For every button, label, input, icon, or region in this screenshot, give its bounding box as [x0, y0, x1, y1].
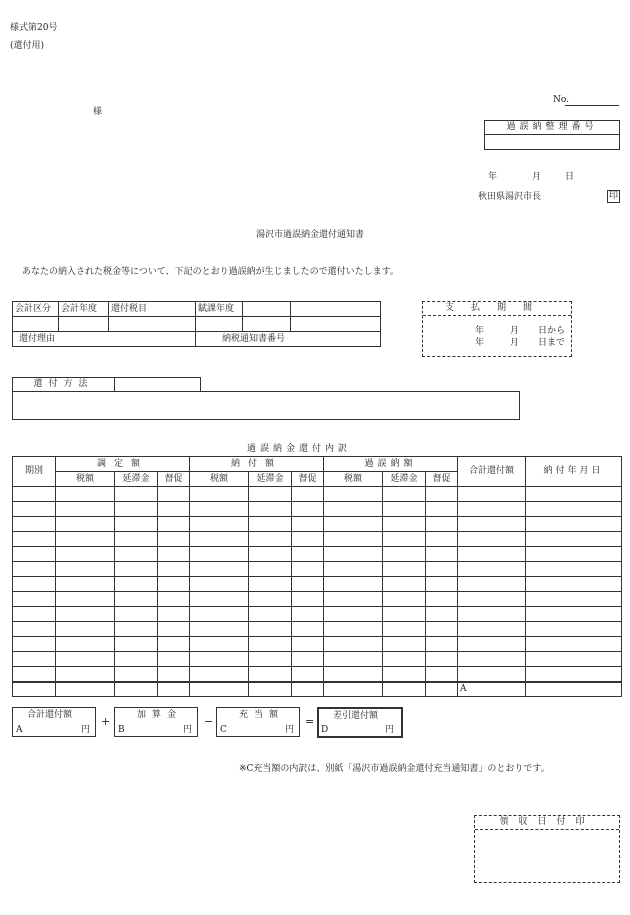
reason-label: 還付理由: [19, 333, 56, 344]
detail-row: [13, 637, 622, 652]
op-equals: =: [305, 715, 315, 728]
group-chotei: 調定額: [56, 457, 190, 472]
calc-box-a: 合計還付額 A 円: [12, 707, 96, 737]
calc-box-c: 充当額 C 円: [216, 707, 300, 737]
kago-no-label: 過誤納整理番号: [485, 121, 619, 135]
notice-no-label: 納税通知書番号: [221, 333, 285, 344]
document-title: 湯沢市過誤納金還付通知書: [256, 230, 365, 240]
refund-method-label: 還付方法: [13, 378, 115, 391]
detail-row: [13, 517, 622, 532]
receipt-stamp-box: [474, 815, 620, 883]
kago-no-box: [484, 120, 620, 150]
detail-row: [13, 562, 622, 577]
group-kago: 過誤納額: [324, 457, 458, 472]
payment-period-title: 支払期間: [423, 302, 571, 316]
receipt-stamp-label: 領収日付印: [475, 816, 619, 830]
col-total: 合計還付額: [458, 457, 526, 487]
date-month: 月: [532, 172, 542, 182]
info-reason: [13, 332, 285, 347]
detail-row: [13, 547, 622, 562]
detail-row: [13, 652, 622, 667]
form-number: 様式第20号: [10, 23, 58, 33]
detail-row: [13, 622, 622, 637]
usage-label: (還付用): [10, 41, 45, 51]
calc-box-d: 差引還付額 D 円: [317, 707, 403, 738]
detail-row: [13, 532, 622, 547]
col-pay-date: 納付年月日: [526, 457, 622, 487]
no-underline: [565, 105, 619, 106]
op-plus: +: [101, 715, 111, 728]
mayor-name: 秋田県湯沢市長: [478, 192, 542, 202]
detail-row: [13, 667, 622, 682]
info-col-kanpu-zeimoku: 還付税目: [109, 302, 196, 317]
info-col-fuka-nendo: 賦課年度: [196, 302, 243, 317]
op-minus: −: [204, 715, 214, 728]
group-nofu: 納付額: [190, 457, 324, 472]
detail-table: 期別 調定額 納付額 過誤納額 合計還付額 納付年月日 税額 延滞金 督促 税額 延滞金 督促 税額 延滞金 督促 A: [12, 456, 622, 697]
refund-method-header: [12, 377, 201, 392]
detail-row: [13, 577, 622, 592]
detail-row: [13, 502, 622, 517]
info-table: [12, 301, 381, 347]
detail-body: [13, 487, 622, 697]
payment-period-box: 支払期間 年 月 日から 年 月 日まで: [422, 301, 572, 357]
date-year: 年: [488, 172, 498, 182]
info-col-kaikei-kubun: 会計区分: [13, 302, 59, 317]
seal-mark: 印: [609, 191, 619, 201]
detail-title: 過誤納金還付内訳: [247, 444, 352, 454]
total-marker: A: [458, 682, 526, 697]
intro-text: あなたの納入された税金等について、下記のとおり過誤納が生じましたので還付いたします。: [22, 267, 399, 277]
detail-row: [13, 487, 622, 502]
detail-total-row: [13, 682, 622, 697]
calc-box-b: 加算金 B 円: [114, 707, 198, 737]
no-label: No.: [553, 95, 569, 105]
detail-row: [13, 607, 622, 622]
info-col-kaikei-nendo: 会計年度: [59, 302, 109, 317]
detail-row: [13, 592, 622, 607]
note-text: ※C充当額の内訳は、別紙「湯沢市過誤納金還付充当通知書」のとおりです。: [239, 764, 550, 774]
addressee-sama: 様: [93, 107, 103, 117]
refund-method-field: [12, 391, 520, 420]
date-day: 日: [565, 172, 575, 182]
col-period: 期別: [13, 457, 56, 487]
